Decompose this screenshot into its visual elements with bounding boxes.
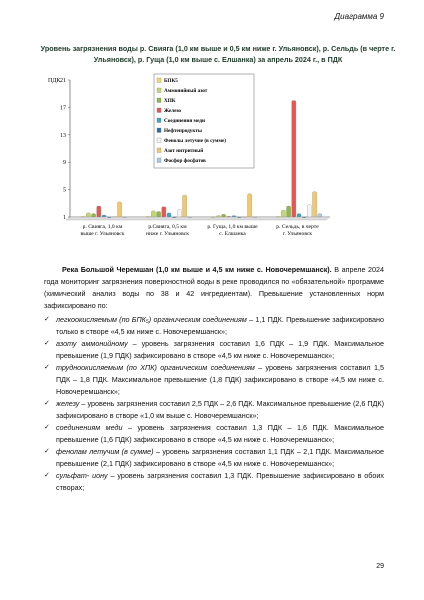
bar <box>92 214 96 217</box>
pollutant-name: фенолам летучим (в сумме) <box>56 447 154 456</box>
bar <box>281 210 285 217</box>
bar <box>118 202 122 217</box>
pollutant-text: – уровень загрязнения составил 2,5 ПДК – 2,6 ПДК. Максимальное превышение (2,6 ПДК) зафиксировано в створе «1,0 км выше с. Новочеремшанск»; <box>56 399 384 420</box>
bar <box>112 216 116 217</box>
bar <box>172 217 176 218</box>
pollutant-name: азоту аммонийному <box>56 339 128 348</box>
list-item <box>44 398 384 422</box>
pollutant-name: железу <box>56 399 80 408</box>
pollutant-text: – уровень загрязнения составил 1,3 ПДК. Превышение зафиксировано в обоих створах; <box>56 471 384 492</box>
x-tick-label-line2: выше г. Ульяновск <box>80 231 125 237</box>
bar <box>216 216 220 217</box>
bar <box>297 214 301 217</box>
x-tick-label: р. Свияга, 1,0 км <box>82 224 123 230</box>
bar <box>123 217 127 218</box>
y-tick-label: 17 <box>60 105 66 112</box>
legend-label: Нефтепродукты <box>164 128 202 135</box>
bar <box>177 209 181 217</box>
bar <box>313 192 317 217</box>
list-item <box>44 446 384 470</box>
diagram-label: Диаграмма 9 <box>334 12 384 21</box>
pollutant-text: – 1,1 ПДК. Превышение зафиксировано только в створе «4,5 км ниже с. Новочеремшанск»; <box>56 315 384 336</box>
bar <box>81 216 85 217</box>
list-item <box>44 422 384 446</box>
chart-floor <box>66 217 330 220</box>
bar <box>188 217 192 218</box>
bar <box>248 194 252 217</box>
chart-title: Уровень загрязнения воды р. Свияга (1,0 км выше и 0,5 км ниже г. Ульяновск), р. Сельдь (в черте г. Ульяновск), р. Гуща (1,0 км выше с. Елшанка) за апрель 2024 г., в ПДК <box>40 44 396 64</box>
bar <box>302 217 306 218</box>
legend-swatch <box>157 128 161 133</box>
pollutant-text: – уровень загрязнения составил 1,1 ПДК – 2,1 ПДК. Максимальное превышение (2,1 ПДК) зафиксировано в створе «4,5 км ниже с. Новочеремшанск»; <box>56 447 384 468</box>
bar <box>167 213 171 217</box>
pollutant-text: – уровень загрязнения составил 1,6 ПДК – 1,9 ПДК. Максимальное превышение (1,9 ПДК) зафиксировано в створе «4,5 км ниже с. Новочеремшанск»; <box>56 339 384 360</box>
bar <box>276 216 280 217</box>
bar <box>97 206 101 217</box>
legend-label: БПК5 <box>164 78 178 85</box>
pollutant-list <box>44 314 384 494</box>
bar <box>237 217 241 218</box>
list-item <box>44 470 384 494</box>
body-text <box>44 264 384 494</box>
bar <box>107 217 111 218</box>
legend-swatch <box>157 158 161 163</box>
bar <box>102 215 106 217</box>
legend-label: ХПК <box>164 98 176 105</box>
x-tick-label: р.Свияга, 0,5 км <box>148 224 187 230</box>
bar <box>222 214 226 217</box>
bar <box>146 216 150 217</box>
y-axis-label: ПДК <box>48 78 61 84</box>
list-item <box>44 338 384 362</box>
legend-label: Железо <box>164 108 182 115</box>
legend-label: Азот нитритный <box>164 148 204 155</box>
intro-paragraph <box>44 264 384 312</box>
bar <box>183 195 187 217</box>
x-tick-label-line2: ниже г. Ульяновск <box>146 231 189 237</box>
x-tick-label: р. Гуща, 1,0 км выше <box>207 224 258 230</box>
y-tick-label: 21 <box>60 78 66 84</box>
pollutant-name: соединениям меди <box>56 423 123 432</box>
y-tick-label: 13 <box>60 132 66 139</box>
legend-swatch <box>157 148 161 153</box>
bar <box>157 212 161 217</box>
legend-label: Соединения меди <box>164 118 205 125</box>
x-tick-label-line2: с. Елшанка <box>219 231 246 237</box>
legend-label: Аммонийный азот <box>164 88 208 95</box>
legend-swatch <box>157 98 161 103</box>
pollutant-name: трудноокисляемым (по ХПК) органическим соединениям <box>56 363 255 372</box>
legend-label: Фенолы летучие (в сумме) <box>164 138 227 145</box>
legend-swatch <box>157 138 161 143</box>
pollutant-text: – уровень загрязнения составил 1,3 ПДК – 1,6 ПДК. Максимальное превышение (1,6 ПДК) зафиксировано в створе «4,5 км ниже с. Новочеремшанск»; <box>56 423 384 444</box>
intro-text: В апреле 2024 года мониторинг загрязнения поверхностной воды в реке проводился по «обязательной» программе (химический анализ воды по 38 и 42 ингредиентам). Превышение установленных норм зафиксировано по: <box>44 265 384 310</box>
bar <box>242 217 246 218</box>
bar <box>253 217 257 218</box>
bar <box>151 211 155 217</box>
list-item <box>44 314 384 338</box>
bar <box>227 216 231 217</box>
legend-swatch <box>157 88 161 93</box>
bar <box>162 207 166 217</box>
y-tick-label: 5 <box>63 187 66 194</box>
y-tick-label: 1 <box>63 215 66 221</box>
bar <box>287 206 291 217</box>
bar <box>318 214 322 217</box>
legend-swatch <box>157 108 161 113</box>
x-tick-label-line2: г. Ульяновск <box>282 231 313 237</box>
bar-chart <box>40 72 340 252</box>
bar <box>292 101 296 217</box>
y-tick-label: 9 <box>63 160 66 167</box>
x-tick-label: р. Сельдь, в черте <box>276 224 319 230</box>
bar <box>232 216 236 217</box>
river-name: Река Большой Черемшан (1,0 км выше и 4,5 км ниже с. Новочеремшанск). <box>62 265 332 274</box>
bar <box>211 217 215 218</box>
legend-swatch <box>157 78 161 83</box>
page-number: 29 <box>376 563 384 570</box>
bar <box>307 205 311 217</box>
legend-label: Фосфор фосфатов <box>164 158 206 165</box>
legend-swatch <box>157 118 161 123</box>
bar <box>86 213 90 217</box>
list-item <box>44 362 384 398</box>
pollutant-text: – уровень загрязнения составил 1,5 ПДК – 1,8 ПДК. Максимальное превышение (1,8 ПДК) зафиксировано в створе «4,5 км ниже с. Новочеремшанск»; <box>56 363 384 396</box>
pollutant-name: сульфат- иону <box>56 471 108 480</box>
pollutant-name: легкоокисляемым (по БПК₅) органическим соединениям <box>56 315 247 324</box>
